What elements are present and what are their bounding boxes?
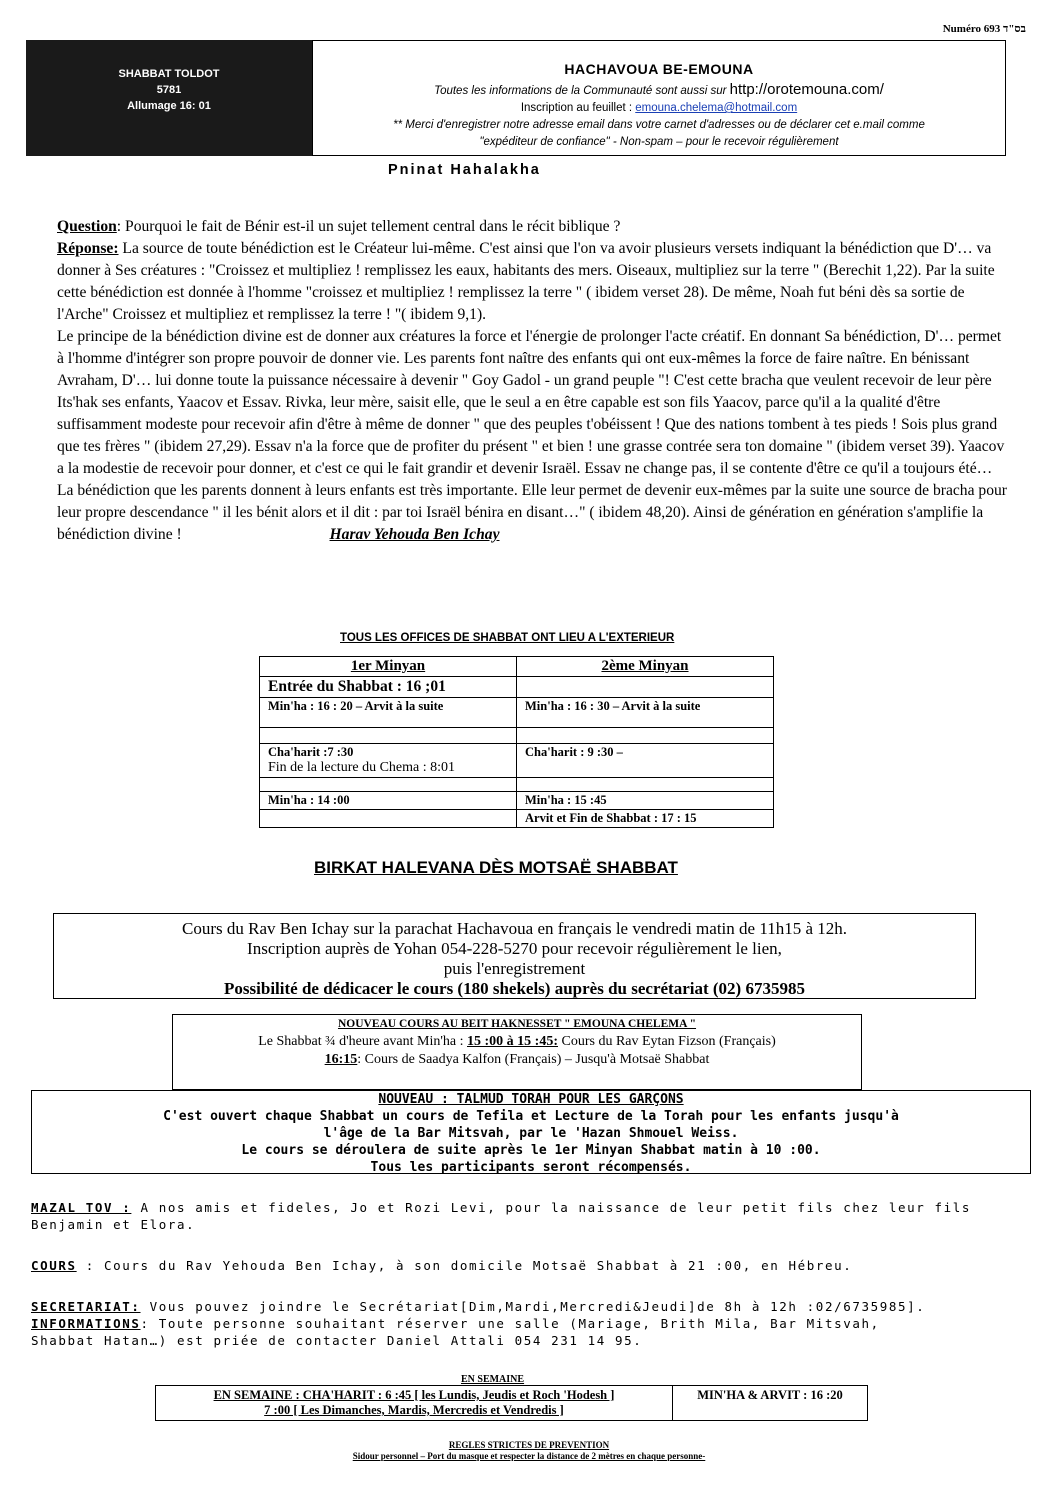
new-course-line-1 bbox=[173, 1033, 861, 1051]
secretariat bbox=[31, 1298, 1031, 1349]
rav-course-box bbox=[53, 913, 976, 999]
section-title: Pninat Hahalakha bbox=[388, 162, 541, 178]
mazal-tov bbox=[31, 1199, 1031, 1233]
candle-lighting: Allumage 16: 01 bbox=[127, 100, 211, 112]
answer-text: La source de toute bénédiction est le Créateur lui-même. C'est ainsi que l'on va avoir plusieurs versets indiquant la bénédiction que D'… va donner à Ses créatures : "Croissez et multipliez ! remplissez les eaux, habitants des mers. Oiseaux, multipliez sur la terre " (Berechit 1,22). Par la suite cette bénédiction est donnée à l'homme "croissez et multipliez ! remplissez la terre " ( ibidem verset 28). De même, Noah fut béni dès sa sortie de l'Arche" Croissez et multipliez et remplissez la terre ! "( ibidem 9,1). bbox=[57, 240, 995, 323]
question-text: : Pourquoi le fait de Bénir est-il un sujet tellement central dans le récit biblique ? bbox=[116, 218, 621, 235]
minha-afternoon-2: Min'ha : 15 :45 bbox=[517, 792, 774, 810]
author: Harav Yehouda Ben Ichay bbox=[329, 526, 500, 543]
cours-label: COURS bbox=[31, 1258, 77, 1273]
empty-cell bbox=[260, 728, 517, 744]
site-intro: Toutes les informations de la Communauté sont aussi sur bbox=[434, 85, 727, 97]
email-link[interactable]: emouna.chelema@hotmail.com bbox=[635, 102, 798, 114]
dedication-line: Possibilité de dédicacer le cours (180 shekels) auprès du secrétariat (02) 6735985 bbox=[224, 979, 805, 998]
new-course-box bbox=[172, 1014, 862, 1090]
site-link[interactable]: http://orotemouna.com/ bbox=[729, 81, 884, 98]
prevention-rules bbox=[0, 1440, 1058, 1462]
talmud-line-1: C'est ouvert chaque Shabbat un cours de Tefila et Lecture de la Torah pour les enfants jusqu'à bbox=[163, 1109, 899, 1124]
email-intro: Inscription au feuillet : bbox=[520, 102, 633, 114]
new-course-time: 15 :00 à 15 :45: bbox=[467, 1034, 558, 1049]
answer-label: Réponse: bbox=[57, 240, 119, 257]
question bbox=[57, 216, 1012, 238]
answer bbox=[57, 238, 1012, 326]
site-line bbox=[313, 81, 1005, 100]
second-course-time: 16:15 bbox=[324, 1052, 358, 1067]
rules-text: Sidour personnel – Port du masque et respecter la distance de 2 mètres en chaque personne- bbox=[352, 1451, 706, 1461]
email-line bbox=[313, 100, 1005, 117]
new-course-title: NOUVEAU COURS AU BEIT HAKNESSET " EMOUNA CHELEMA " bbox=[337, 1018, 697, 1030]
offices-table bbox=[259, 656, 774, 828]
new-course-line-2 bbox=[173, 1051, 861, 1069]
info-text: : Toute personne souhaitant réserver une salle (Mariage, Brith Mila, Bar Mitsvah, Shabbat Hatan…) est priée de contacter Daniel Attali 054 231 14 95. bbox=[31, 1316, 880, 1348]
weekday-shaharit bbox=[156, 1386, 673, 1421]
empty-cell bbox=[260, 778, 517, 792]
paragraph-text: Le principe de la bénédiction divine est de donner aux créatures la force et l'énergie de prolonger l'acte créatif. En donnant Sa bénédiction, D'… permet à l'homme d'intégrer son propre pouvoir de donner vie. Les parents font naître des enfants qui ont eux-mêmes la force de faire naître. En bénissant Avraham, D'… lui donne toute la puissance nécessaire à devenir " Goy Gadol - un grand peuple "! C'est cette bracha que veulent recevoir de leur père Its'hak ses enfants, Yaacov et Essav. Rivka, leur mère, saisit elle, que le seul a en être capable est son fils Yaacov, parce qu'il a la qualité d'être suffisamment modeste pour recevoir afin d'être à même de donner " que des peuples t'obéissent ! Que des nations tombent à tes pieds ! Sois plus grand que tes frères " (ibidem 27,29). Essav n'a la force que de profiter du présent " et bien ! une grasse contrée sera ton domaine " (ibidem verset 39). Yaacov a la modestie de recevoir pour donner, et c'est ce qui le fait grandir et devenir Israël. Essav ne change pas, il se contente d'être ce qu'il a toujours été… La bénédiction que les parents donnent à leurs enfants est très importante. Elle leur permet de devenir eux-mêmes par la suite une source de bracha pour leur propre descendance " il les bénit alors et il dit : par toi Israël bénira en disant…" ( ibidem 48,20). Ainsi de génération en génération s'amplifie la bénédiction divine ! bbox=[57, 328, 1007, 543]
info-label: INFORMATIONS bbox=[31, 1316, 141, 1331]
empty-cell bbox=[517, 677, 774, 698]
shaharit-1-time: Cha'harit :7 :30 bbox=[268, 745, 354, 759]
chema-end: Fin de la lecture du Chema : 8:01 bbox=[268, 760, 456, 775]
shabbat-entry: Entrée du Shabbat : 16 ;01 bbox=[260, 677, 517, 698]
shaharit-1 bbox=[260, 744, 517, 778]
issue-number: Numéro 693 בס"ד bbox=[942, 23, 1026, 35]
spam-notice-1: ** Merci d'enregistrer notre adresse email dans votre carnet d'adresses ou de déclarer cet e.mail comme bbox=[393, 119, 925, 131]
question-label: Question bbox=[57, 218, 117, 235]
talmud-line-4: Tous les participants seront récompensés. bbox=[370, 1160, 692, 1175]
mazal-label: MAZAL TOV : bbox=[31, 1200, 132, 1215]
talmud-line-3: Le cours se déroulera de suite après le 1er Minyan Shabbat matin à 10 :00. bbox=[241, 1143, 821, 1158]
cours-text: : Cours du Rav Yehouda Ben Ichay, à son domicile Motsaë Shabbat à 21 :00, en Hébreu. bbox=[76, 1258, 853, 1273]
empty-cell bbox=[517, 728, 774, 744]
shaharit-2: Cha'harit : 9 :30 – bbox=[517, 744, 774, 778]
mazal-text: A nos amis et fideles, Jo et Rozi Levi, pour la naissance de leur petit fils chez leur fils Benjamin et Elora. bbox=[31, 1200, 971, 1232]
newsletter-header bbox=[312, 40, 1006, 156]
minyan-1-header: 1er Minyan bbox=[260, 657, 517, 677]
talmud-line-2: l'âge de la Bar Mitsvah, par le 'Hazan Shmouel Weiss. bbox=[323, 1126, 739, 1141]
new-course-teacher: Cours du Rav Eytan Fizson (Français) bbox=[561, 1034, 776, 1049]
spam-notice-2: "expéditeur de confiance" - Non-spam – pour le recevoir régulièrement bbox=[479, 136, 839, 148]
article bbox=[57, 216, 1012, 546]
birkat-halevana: BIRKAT HALEVANA DÈS MOTSAË SHABBAT bbox=[314, 858, 678, 877]
weekday-table bbox=[155, 1385, 868, 1421]
answer-paragraph-2 bbox=[57, 326, 1012, 546]
weekday-shaharit-2: 7 :00 [ Les Dimanches, Mardis, Mercredis et Vendredis ] bbox=[264, 1403, 564, 1417]
cours-notice bbox=[31, 1257, 1031, 1274]
course-line-3: puis l'enregistrement bbox=[443, 959, 586, 978]
secretariat-label: SECRETARIAT: bbox=[31, 1299, 141, 1314]
parasha-name: SHABBAT TOLDOT bbox=[118, 68, 220, 80]
weekday-minha: MIN'HA & ARVIT : 16 :20 bbox=[673, 1386, 868, 1421]
second-course-text: : Cours de Saadya Kalfon (Français) – Jusqu'à Motsaë Shabbat bbox=[357, 1052, 710, 1067]
rules-title: REGLES STRICTES DE PREVENTION bbox=[448, 1440, 610, 1450]
empty-cell bbox=[260, 810, 517, 828]
minha-2: Min'ha : 16 : 30 – Arvit à la suite bbox=[517, 698, 774, 728]
minyan-2-header: 2ème Minyan bbox=[517, 657, 774, 677]
course-line-2: Inscription auprès de Yohan 054-228-5270 pour recevoir régulièrement le lien, bbox=[247, 939, 782, 958]
offices-title: TOUS LES OFFICES DE SHABBAT ONT LIEU A L'EXTERIEUR bbox=[340, 632, 675, 644]
weekday-title: EN SEMAINE bbox=[461, 1374, 525, 1385]
year: 5781 bbox=[156, 84, 182, 96]
shabbat-info-block bbox=[26, 40, 312, 156]
minha-afternoon-1: Min'ha : 14 :00 bbox=[260, 792, 517, 810]
secretariat-text: Vous pouvez joindre le Secrétariat[Dim,Mardi,Mercredi&Jeudi]de 8h à 12h :02/6735985]. bbox=[140, 1299, 926, 1314]
talmud-torah-box bbox=[31, 1090, 1031, 1174]
course-line-1: Cours du Rav Ben Ichay sur la parachat Hachavoua en français le vendredi matin de 11h15 à 12h. bbox=[182, 919, 847, 938]
empty-cell bbox=[517, 778, 774, 792]
weekday-shaharit-1: EN SEMAINE : CHA'HARIT : 6 :45 [ les Lundis, Jeudis et Roch 'Hodesh ] bbox=[213, 1388, 615, 1402]
new-course-intro: Le Shabbat ¾ d'heure avant Min'ha : bbox=[258, 1034, 464, 1049]
minha-1: Min'ha : 16 : 20 – Arvit à la suite bbox=[260, 698, 517, 728]
talmud-title: NOUVEAU : TALMUD TORAH POUR LES GARÇONS bbox=[378, 1092, 684, 1107]
shabbat-end: Arvit et Fin de Shabbat : 17 : 15 bbox=[517, 810, 774, 828]
newsletter-title: HACHAVOUA BE-EMOUNA bbox=[564, 61, 754, 77]
